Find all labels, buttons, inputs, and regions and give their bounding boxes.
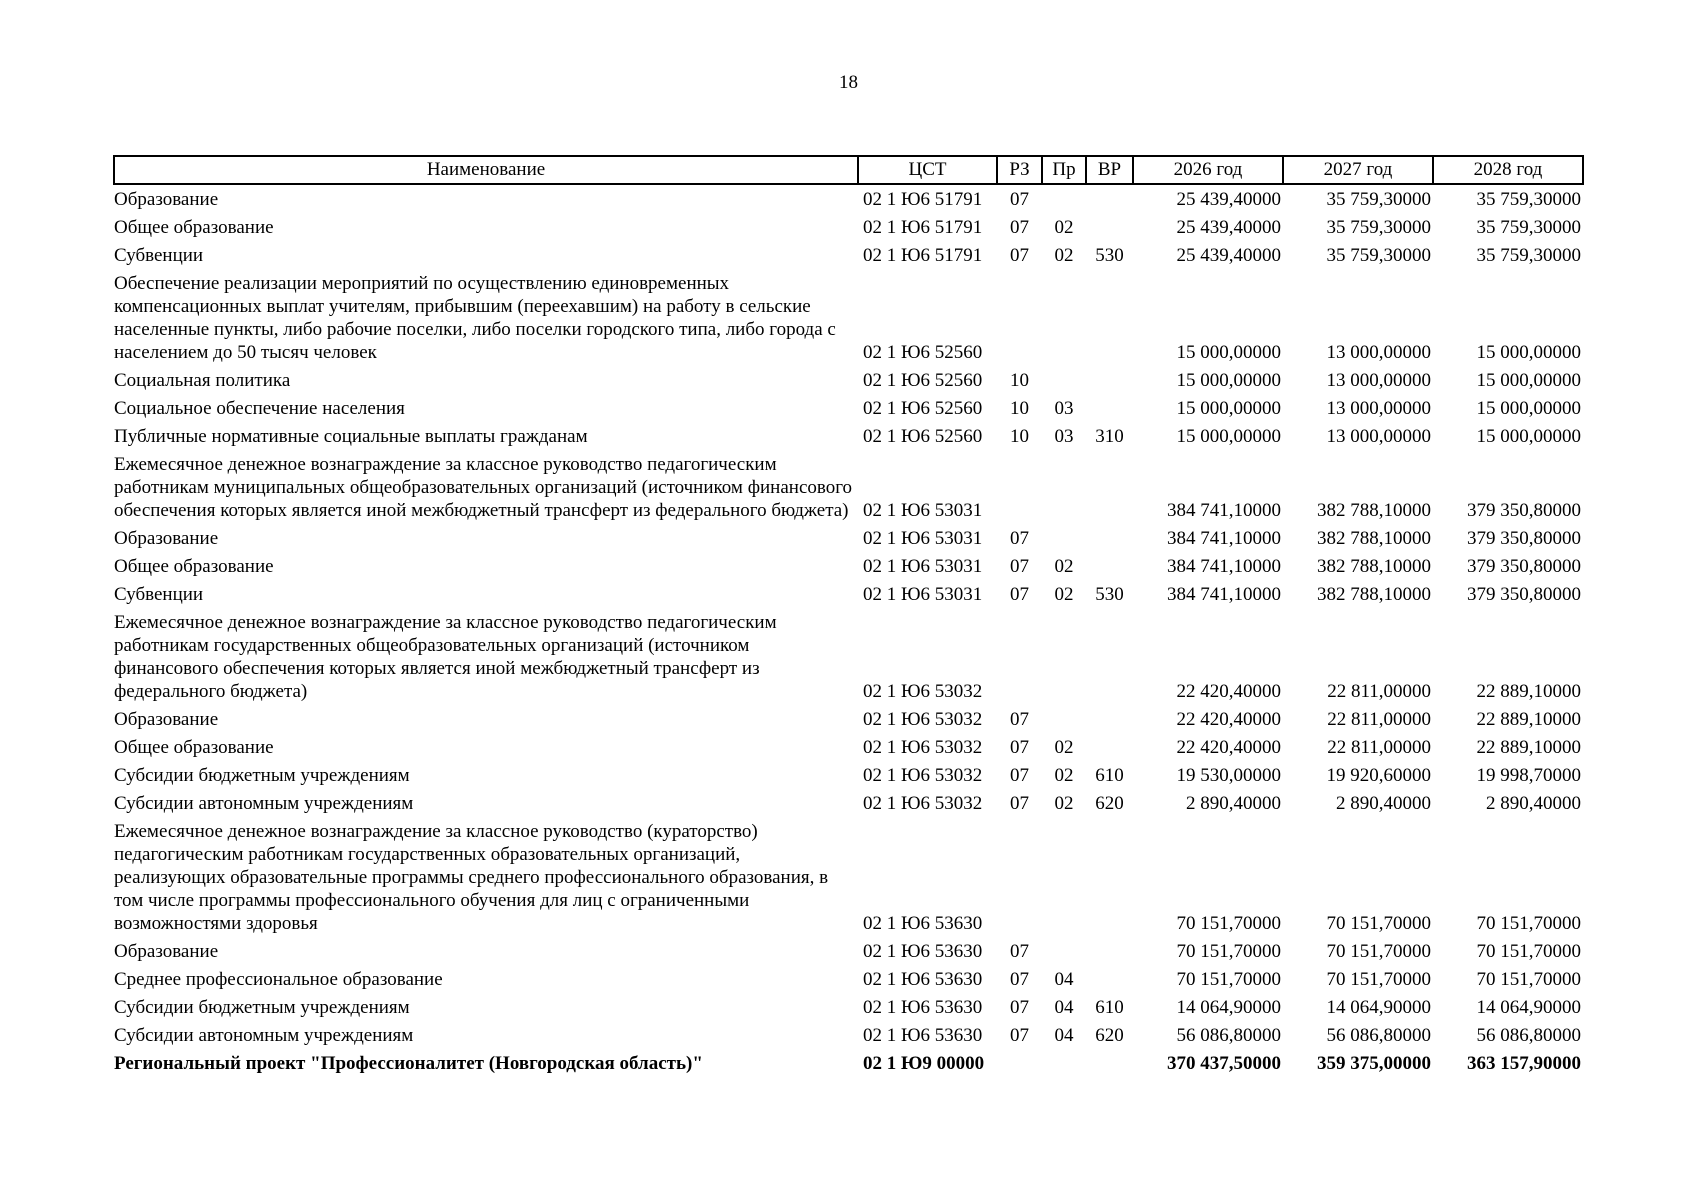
cell-pr: 02 (1054, 217, 1074, 238)
cell-vr (1086, 184, 1133, 213)
cell-vr (1086, 965, 1133, 993)
cell-name: Социальное обеспечение населения (114, 398, 405, 419)
cell-cst: 02 1 Ю6 52560 (863, 370, 983, 391)
cell-2027: 2 890,40000 (1336, 793, 1431, 814)
table-row (114, 552, 1583, 580)
cell-pr: 02 (1054, 765, 1074, 786)
header-name: Наименование (114, 156, 858, 184)
cell-name: Субвенции (114, 584, 204, 605)
cell-2026: 25 439,40000 (1176, 217, 1281, 238)
table-row (114, 394, 1583, 422)
cell-cst: 02 1 Ю9 00000 (863, 1053, 985, 1074)
cell-2026: 14 064,90000 (1176, 997, 1281, 1018)
table-row (114, 269, 1583, 366)
cell-vr: 620 (1095, 1025, 1124, 1046)
cell-2028: 22 889,10000 (1476, 681, 1581, 702)
cell-2026: 19 530,00000 (1176, 765, 1281, 786)
cell-cst: 02 1 Ю6 52560 (863, 398, 983, 419)
cell-vr (1086, 524, 1133, 552)
cell-vr (1086, 366, 1133, 394)
cell-2028: 35 759,30000 (1476, 189, 1581, 210)
cell-2028: 70 151,70000 (1476, 941, 1581, 962)
table-row (114, 993, 1583, 1021)
cell-2028: 22 889,10000 (1476, 737, 1581, 758)
cell-name: Ежемесячное денежное вознаграждение за классное руководство педагогическим работникам муниципальных общеобразовательных организаций (источником финансового обеспечения которых является иной межбюджетный трансферт из федерального бюджета) (114, 454, 853, 521)
cell-cst: 02 1 Ю6 53630 (863, 969, 983, 990)
cell-2028: 15 000,00000 (1476, 426, 1581, 447)
cell-rz: 07 (1010, 189, 1029, 210)
cell-pr (1042, 937, 1086, 965)
cell-rz: 10 (1010, 370, 1029, 391)
header-cst: ЦСТ (858, 156, 997, 184)
cell-rz: 07 (1010, 709, 1029, 730)
table-row (114, 524, 1583, 552)
cell-2027: 70 151,70000 (1326, 941, 1431, 962)
cell-2028: 70 151,70000 (1476, 969, 1581, 990)
cell-name: Субсидии бюджетным учреждениям (114, 997, 410, 1018)
cell-2027: 35 759,30000 (1326, 217, 1431, 238)
cell-name: Обеспечение реализации мероприятий по осуществлению единовременных компенсационных выплат учителям, прибывшим (переехавшим) на работу в сельские населенные пункты, либо рабочие поселки, либо поселки городского типа, либо города с населением до 50 тысяч человек (114, 273, 836, 363)
cell-pr: 03 (1054, 426, 1074, 447)
cell-cst: 02 1 Ю6 52560 (863, 426, 983, 447)
table-row (114, 241, 1583, 269)
header-pr: Пр (1042, 156, 1086, 184)
cell-pr (1042, 366, 1086, 394)
cell-pr: 02 (1054, 245, 1074, 266)
cell-pr (1042, 705, 1086, 733)
cell-vr (1086, 394, 1133, 422)
cell-2026: 22 420,40000 (1176, 737, 1281, 758)
cell-2027: 56 086,80000 (1326, 1025, 1431, 1046)
table-body (114, 184, 1583, 1077)
cell-rz: 07 (1010, 997, 1029, 1018)
cell-vr (1086, 450, 1133, 524)
cell-pr: 04 (1054, 969, 1074, 990)
table-row (114, 965, 1583, 993)
cell-2027: 35 759,30000 (1326, 189, 1431, 210)
cell-2027: 19 920,60000 (1326, 765, 1431, 786)
cell-vr: 610 (1095, 765, 1124, 786)
cell-2026: 15 000,00000 (1176, 398, 1281, 419)
cell-name: Образование (114, 189, 219, 210)
cell-vr (1086, 213, 1133, 241)
cell-2026: 70 151,70000 (1176, 913, 1281, 934)
cell-pr (1042, 184, 1086, 213)
cell-rz: 07 (1010, 765, 1029, 786)
cell-rz: 07 (1010, 217, 1029, 238)
cell-2028: 379 350,80000 (1467, 584, 1581, 605)
cell-2027: 359 375,00000 (1317, 1053, 1431, 1074)
cell-cst: 02 1 Ю6 53031 (863, 528, 983, 549)
cell-cst: 02 1 Ю6 53032 (863, 765, 983, 786)
cell-name: Общее образование (114, 217, 274, 238)
cell-cst: 02 1 Ю6 53032 (863, 709, 983, 730)
cell-2027: 22 811,00000 (1327, 681, 1431, 702)
cell-2026: 384 741,10000 (1167, 528, 1281, 549)
cell-vr: 610 (1095, 997, 1124, 1018)
cell-cst: 02 1 Ю6 51791 (863, 245, 983, 266)
header-2027: 2027 год (1283, 156, 1433, 184)
cell-2027: 70 151,70000 (1326, 969, 1431, 990)
cell-2026: 70 151,70000 (1176, 941, 1281, 962)
budget-table (113, 155, 1584, 1077)
cell-2028: 22 889,10000 (1476, 709, 1581, 730)
table-row (114, 705, 1583, 733)
cell-vr (1086, 733, 1133, 761)
cell-vr (1086, 1049, 1133, 1077)
cell-cst: 02 1 Ю6 53630 (863, 1025, 983, 1046)
cell-name: Ежемесячное денежное вознаграждение за классное руководство (кураторство) педагогическим работникам государственных образовательных организаций, реализующих образовательные программы среднего профессионального образования, в том числе программы профессионального обучения для лиц с ограниченными возможностями здоровья (114, 821, 829, 934)
cell-2026: 22 420,40000 (1176, 681, 1281, 702)
cell-cst: 02 1 Ю6 53031 (863, 584, 983, 605)
cell-rz: 07 (1010, 556, 1029, 577)
cell-cst: 02 1 Ю6 53032 (863, 793, 983, 814)
cell-cst: 02 1 Ю6 52560 (863, 342, 983, 363)
cell-rz: 07 (1010, 528, 1029, 549)
cell-2028: 379 350,80000 (1467, 556, 1581, 577)
cell-2026: 384 741,10000 (1167, 584, 1281, 605)
cell-rz: 07 (1010, 737, 1029, 758)
cell-2028: 15 000,00000 (1476, 342, 1581, 363)
table-header-row (114, 156, 1583, 184)
cell-2026: 56 086,80000 (1176, 1025, 1281, 1046)
header-2026: 2026 год (1133, 156, 1283, 184)
cell-2027: 14 064,90000 (1326, 997, 1431, 1018)
cell-vr (1086, 705, 1133, 733)
cell-rz (997, 817, 1042, 937)
cell-2027: 35 759,30000 (1326, 245, 1431, 266)
cell-pr: 02 (1054, 584, 1074, 605)
cell-rz (997, 450, 1042, 524)
cell-2026: 384 741,10000 (1167, 556, 1281, 577)
table-row (114, 213, 1583, 241)
cell-name: Социальная политика (114, 370, 291, 391)
cell-vr (1086, 608, 1133, 705)
table-row (114, 789, 1583, 817)
cell-vr: 530 (1095, 584, 1124, 605)
cell-rz: 07 (1010, 245, 1029, 266)
cell-vr: 620 (1095, 793, 1124, 814)
cell-name: Среднее профессиональное образование (114, 969, 443, 990)
cell-name: Публичные нормативные социальные выплаты гражданам (114, 426, 588, 447)
cell-rz: 07 (1010, 969, 1029, 990)
cell-pr (1042, 450, 1086, 524)
cell-cst: 02 1 Ю6 53630 (863, 913, 983, 934)
page-number: 18 (839, 72, 858, 93)
table-row (114, 608, 1583, 705)
cell-2026: 15 000,00000 (1176, 426, 1281, 447)
table-row (114, 580, 1583, 608)
cell-pr (1042, 524, 1086, 552)
cell-2027: 382 788,10000 (1317, 500, 1431, 521)
cell-rz (997, 1049, 1042, 1077)
cell-name: Образование (114, 528, 219, 549)
cell-rz: 07 (1010, 1025, 1029, 1046)
cell-rz: 07 (1010, 941, 1029, 962)
cell-2028: 2 890,40000 (1486, 793, 1581, 814)
table-row (114, 1021, 1583, 1049)
cell-2027: 13 000,00000 (1326, 398, 1431, 419)
header-rz: РЗ (997, 156, 1042, 184)
cell-2028: 15 000,00000 (1476, 370, 1581, 391)
cell-pr: 04 (1054, 997, 1074, 1018)
cell-vr (1086, 552, 1133, 580)
cell-2027: 382 788,10000 (1317, 584, 1431, 605)
cell-2027: 13 000,00000 (1326, 426, 1431, 447)
cell-2026: 22 420,40000 (1176, 709, 1281, 730)
cell-vr (1086, 817, 1133, 937)
cell-2026: 15 000,00000 (1176, 370, 1281, 391)
cell-2026: 25 439,40000 (1176, 245, 1281, 266)
cell-name: Субсидии бюджетным учреждениям (114, 765, 410, 786)
cell-2028: 15 000,00000 (1476, 398, 1581, 419)
cell-pr (1042, 1049, 1086, 1077)
cell-2028: 14 064,90000 (1476, 997, 1581, 1018)
table-row (114, 937, 1583, 965)
cell-2028: 56 086,80000 (1476, 1025, 1581, 1046)
table-row (114, 422, 1583, 450)
header-vr: ВР (1086, 156, 1133, 184)
cell-rz (997, 269, 1042, 366)
table-row (114, 1049, 1583, 1077)
cell-2027: 70 151,70000 (1326, 913, 1431, 934)
header-2028: 2028 год (1433, 156, 1583, 184)
cell-2027: 382 788,10000 (1317, 556, 1431, 577)
cell-2028: 379 350,80000 (1467, 528, 1581, 549)
cell-2026: 25 439,40000 (1176, 189, 1281, 210)
table-row (114, 733, 1583, 761)
cell-2027: 13 000,00000 (1326, 342, 1431, 363)
cell-2027: 13 000,00000 (1326, 370, 1431, 391)
cell-pr: 02 (1054, 793, 1074, 814)
cell-rz: 10 (1010, 398, 1029, 419)
cell-2028: 379 350,80000 (1467, 500, 1581, 521)
cell-cst: 02 1 Ю6 51791 (863, 217, 983, 238)
cell-vr (1086, 269, 1133, 366)
cell-2026: 370 437,50000 (1167, 1053, 1281, 1074)
cell-2027: 22 811,00000 (1327, 737, 1431, 758)
cell-cst: 02 1 Ю6 53032 (863, 681, 983, 702)
cell-2028: 19 998,70000 (1476, 765, 1581, 786)
cell-name: Ежемесячное денежное вознаграждение за классное руководство педагогическим работникам государственных общеобразовательных организаций (источником финансового обеспечения которых является иной межбюджетный трансферт из федерального бюджета) (114, 612, 777, 702)
cell-cst: 02 1 Ю6 53031 (863, 500, 983, 521)
cell-pr (1042, 608, 1086, 705)
cell-rz: 07 (1010, 793, 1029, 814)
cell-2028: 363 157,90000 (1467, 1053, 1581, 1074)
table-row (114, 366, 1583, 394)
cell-cst: 02 1 Ю6 53031 (863, 556, 983, 577)
table-row (114, 184, 1583, 213)
cell-pr: 03 (1054, 398, 1074, 419)
cell-cst: 02 1 Ю6 53630 (863, 941, 983, 962)
cell-2028: 35 759,30000 (1476, 245, 1581, 266)
cell-vr: 530 (1095, 245, 1124, 266)
cell-vr (1086, 937, 1133, 965)
cell-2026: 15 000,00000 (1176, 342, 1281, 363)
cell-rz: 07 (1010, 584, 1029, 605)
cell-pr: 02 (1054, 737, 1074, 758)
cell-cst: 02 1 Ю6 51791 (863, 189, 983, 210)
cell-rz (997, 608, 1042, 705)
cell-vr: 310 (1095, 426, 1124, 447)
table-row (114, 817, 1583, 937)
cell-2027: 382 788,10000 (1317, 528, 1431, 549)
cell-cst: 02 1 Ю6 53630 (863, 997, 983, 1018)
cell-name: Субвенции (114, 245, 204, 266)
cell-name: Общее образование (114, 556, 274, 577)
cell-pr: 04 (1054, 1025, 1074, 1046)
cell-rz: 10 (1010, 426, 1029, 447)
cell-name: Образование (114, 941, 219, 962)
cell-name: Субсидии автономным учреждениям (114, 1025, 414, 1046)
cell-2026: 384 741,10000 (1167, 500, 1281, 521)
cell-name: Общее образование (114, 737, 274, 758)
cell-2028: 35 759,30000 (1476, 217, 1581, 238)
cell-name: Субсидии автономным учреждениям (114, 793, 414, 814)
cell-2028: 70 151,70000 (1476, 913, 1581, 934)
cell-name: Образование (114, 709, 219, 730)
cell-pr: 02 (1054, 556, 1074, 577)
cell-pr (1042, 817, 1086, 937)
cell-2026: 70 151,70000 (1176, 969, 1281, 990)
cell-name: Региональный проект "Профессионалитет (Новгородская область)" (114, 1053, 703, 1074)
cell-cst: 02 1 Ю6 53032 (863, 737, 983, 758)
table-row (114, 761, 1583, 789)
cell-2026: 2 890,40000 (1186, 793, 1281, 814)
cell-pr (1042, 269, 1086, 366)
table-row (114, 450, 1583, 524)
cell-2027: 22 811,00000 (1327, 709, 1431, 730)
